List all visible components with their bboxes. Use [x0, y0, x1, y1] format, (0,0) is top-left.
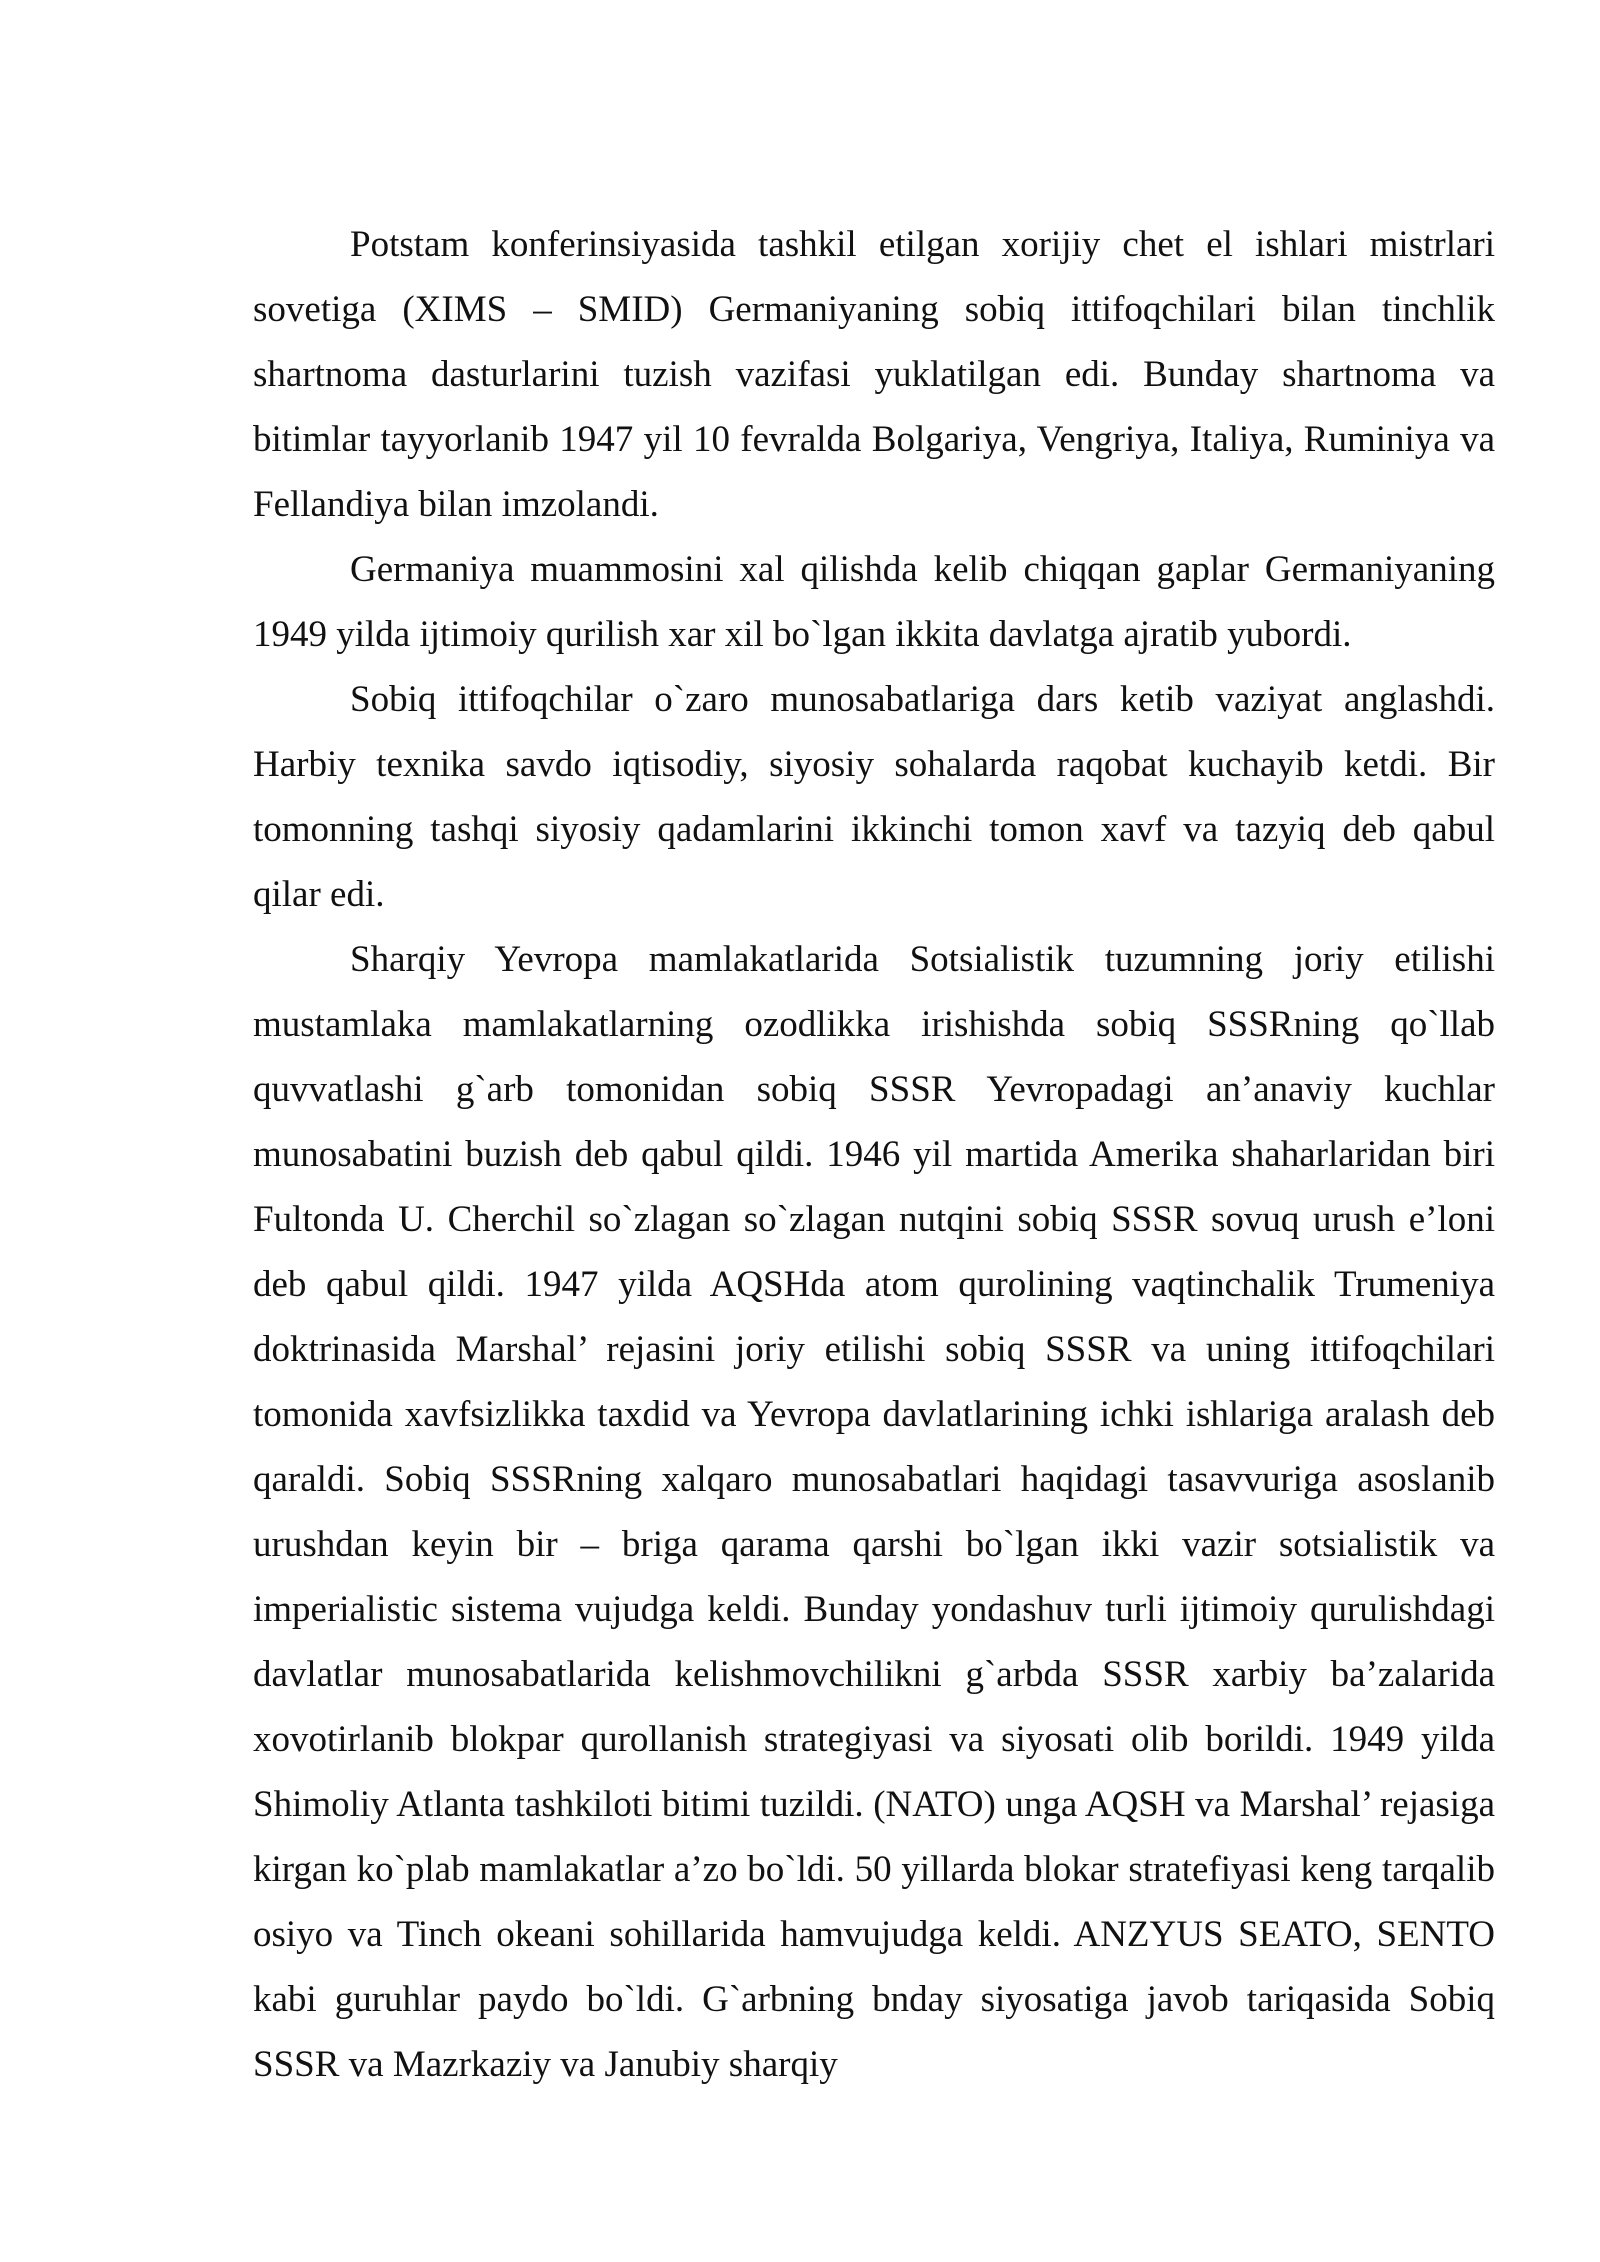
- paragraph-1: Potstam konferinsiyasida tashkil etilgan xorijiy chet el ishlari mistrlari sovetiga (XIMS – SMID) Germaniyaning sobiq ittifoqchilari bilan tinchlik shartnoma dasturlarini tuzish vazifasi yuklatilgan edi. Bunday shartnoma va bitimlar tayyorlanib 1947 yil 10 fevralda Bolgariya, Vengriya, Italiya, Ruminiya va Fellandiya bilan imzolandi.: [253, 224, 1495, 525]
- paragraph-4: Sharqiy Yevropa mamlakatlarida Sotsialistik tuzumning joriy etilishi mustamlaka mamlakatlarning ozodlikka irishishda sobiq SSSRning qo`llab quvvatlashi g`arb tomonidan sobiq SSSR Yevropadagi an’anaviy kuchlar munosabatini buzish deb qabul qildi. 1946 yil martida Amerika shaharlaridan biri Fultonda U. Cherchil so`zlagan so`zlagan nutqini sobiq SSSR sovuq urush e’loni deb qabul qildi. 1947 yilda AQSHda atom qurolining vaqtinchalik Trumeniya doktrinasida Marshal’ rejasini joriy etilishi sobiq SSSR va uning ittifoqchilari tomonida xavfsizlikka taxdid va Yevropa davlatlarining ichki ishlariga aralash deb qaraldi. Sobiq SSSRning xalqaro munosabatlari haqidagi tasavvuriga asoslanib urushdan keyin bir – briga qarama qarshi bo`lgan ikki vazir sotsialistik va imperialistic sistema vujudga keldi. Bunday yondashuv turli ijtimoiy qurulishdagi davlatlar munosabatlarida kelishmovchilikni g`arbda SSSR xarbiy ba’zalarida xovotirlanib blokpar qurollanish strategiyasi va siyosati olib borildi. 1949 yilda Shimoliy Atlanta tashkiloti bitimi tuzildi. (NATO) unga AQSH va Marshal’ rejasiga kirgan ko`plab mamlakatlar a’zo bo`ldi. 50 yillarda blokar stratefiyasi keng tarqalib osiyo va Tinch okeani sohillarida hamvujudga keldi. ANZYUS SEATO, SENTO kabi guruhlar paydo bo`ldi. G`arbning bnday siyosatiga javob tariqasida Sobiq SSSR va Mazrkaziy va Janubiy sharqiy: [253, 939, 1495, 2085]
- paragraph-3: Sobiq ittifoqchilar o`zaro munosabatlariga dars ketib vaziyat anglashdi. Harbiy texnika savdo iqtisodiy, siyosiy sohalarda raqobat kuchayib ketdi. Bir tomonning tashqi siyosiy qadamlarini ikkinchi tomon xavf va tazyiq deb qabul qilar edi.: [253, 679, 1495, 915]
- document-page: [253, 212, 1495, 2097]
- paragraph-2: Germaniya muammosini xal qilishda kelib chiqqan gaplar Germaniyaning 1949 yilda ijtimoiy qurilish xar xil bo`lgan ikkita davlatga ajratib yubordi.: [253, 549, 1495, 655]
